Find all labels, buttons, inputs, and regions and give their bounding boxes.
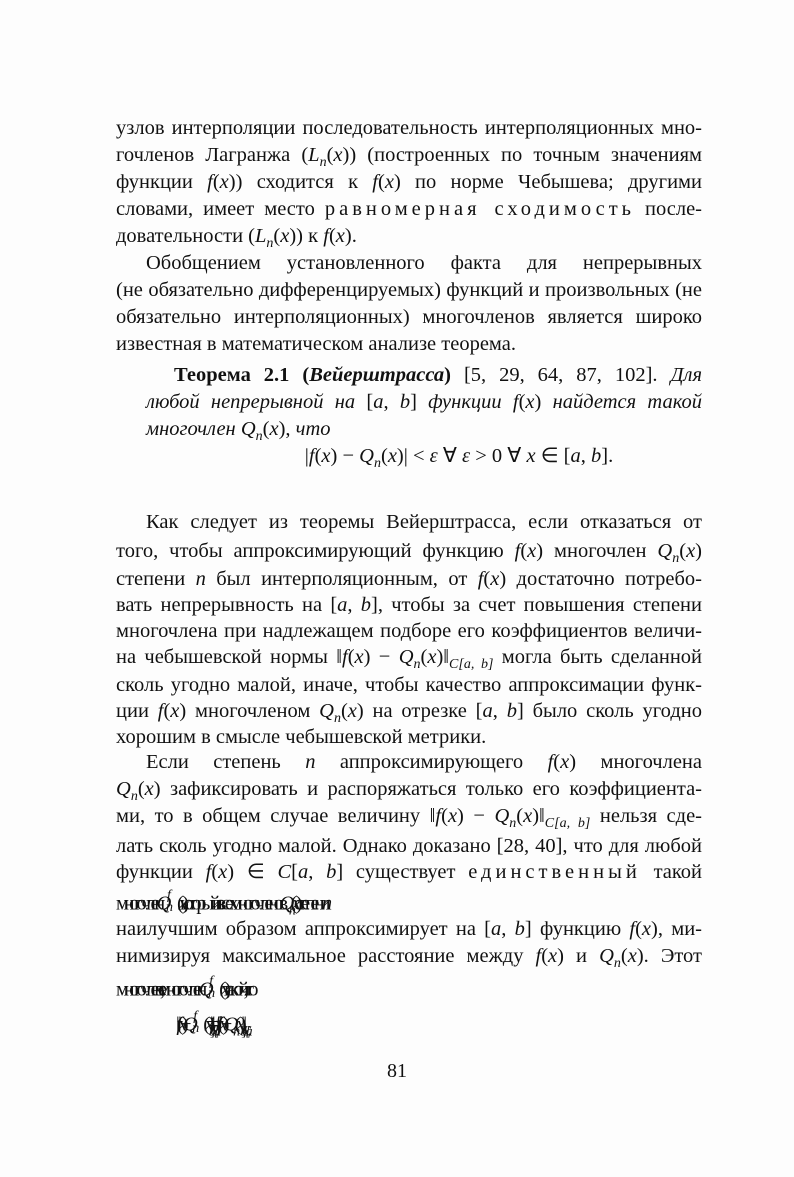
text-run: сколь угодно малой, иначе, чтобы качество аппроксимации функ- (116, 674, 702, 696)
text-run: ) по норме Чебышева; другими (393, 171, 702, 193)
spaced-emphasis: равномерная сходимость (324, 198, 636, 220)
italic-run: f (342, 646, 348, 668)
text-run: функции (116, 861, 206, 883)
text-run: ( (217, 1013, 219, 1036)
italic-run: x (490, 568, 500, 590)
text-run: ) − (457, 805, 495, 827)
text-line (116, 917, 702, 941)
subscript: n (288, 903, 291, 919)
italic-run: многочлен Q (146, 418, 256, 440)
text-run: ∈ [ (535, 445, 571, 467)
italic-run: f (514, 540, 521, 562)
italic-run: x (686, 540, 696, 562)
italic-run: b (326, 861, 337, 883)
italic-run: x (525, 391, 535, 413)
text-run: ( (163, 700, 171, 722)
text-run: ( (290, 892, 292, 915)
text-run: ( (378, 171, 385, 193)
text-line (116, 699, 702, 726)
text-run: ( (380, 445, 388, 467)
text-line (146, 510, 702, 534)
italic-run: x (218, 1013, 223, 1036)
text-run: ) многочлен (536, 540, 658, 562)
sub-sup-index (208, 975, 219, 1001)
italic-run: x (527, 540, 537, 562)
text-run: ( (176, 892, 179, 915)
subscript: C[a, b] (449, 657, 494, 672)
italic-run: x (178, 892, 183, 915)
italic-run: x (335, 225, 345, 247)
subscript: n (373, 456, 381, 471)
sub-sup-index (165, 889, 177, 915)
italic-run: Q (279, 892, 289, 915)
text-line (116, 224, 702, 251)
italic-run: x (236, 1013, 240, 1036)
italic-run: Q (599, 945, 614, 967)
text-line (116, 197, 702, 221)
text-run: , (383, 391, 400, 413)
italic-run: x (280, 225, 290, 247)
italic-run: f (205, 861, 212, 883)
italic-run: Q (319, 700, 334, 722)
italic-run: f (323, 225, 329, 247)
text-line (116, 804, 703, 831)
italic-run: a (337, 594, 348, 616)
text-run: )‖ (436, 646, 450, 668)
italic-run: Q (657, 540, 673, 562)
italic-run: a (373, 391, 384, 413)
text-run: ) − (330, 445, 360, 467)
sub-sup-index (192, 1010, 203, 1036)
italic-run: b (360, 594, 372, 616)
italic-run: f (535, 945, 542, 967)
text-run: ) многочлена (569, 751, 702, 773)
text-run: ), (278, 418, 296, 440)
text-run: того, чтобы аппроксимирующий функцию (116, 540, 515, 562)
text-line (116, 777, 702, 804)
text-run: после- (635, 198, 702, 220)
text-run: ), который из всех многочленов (182, 892, 280, 915)
subscript: n (613, 956, 621, 971)
text-run: обязательно интерполяционных) многочленов является широко (116, 306, 702, 328)
text-run: ( (328, 225, 336, 247)
text-line (146, 750, 702, 774)
italic-run: Q (156, 892, 166, 915)
text-run: ) достаточно потребо- (499, 568, 702, 590)
text-run: ( (420, 646, 428, 668)
text-run: ) − (222, 1013, 224, 1036)
text-run: нельзя сде- (590, 805, 703, 827)
text-run: | (304, 445, 309, 467)
italic-run: a (570, 445, 581, 467)
text-line (116, 673, 702, 697)
text-run: ( (314, 445, 322, 467)
text-run: ( (137, 778, 145, 800)
text-line (116, 305, 702, 329)
text-line (116, 834, 702, 858)
text-run: , (501, 918, 515, 940)
italic-run: f (629, 918, 636, 940)
subscript: n (413, 657, 421, 672)
italic-run: f (207, 171, 213, 193)
italic-run: x (526, 445, 536, 467)
text-run: ( (516, 805, 524, 827)
text-run: ∀ (437, 445, 463, 467)
italic-run: x (333, 144, 343, 166)
italic-run: x (427, 646, 437, 668)
italic-run: Q (223, 1013, 234, 1036)
text-run: [5, 29, 64, 87, 102]. (450, 364, 671, 386)
italic-run: x (627, 945, 637, 967)
text-line (146, 390, 702, 414)
text-run: ( (203, 1013, 205, 1036)
italic-run: Q (359, 445, 374, 467)
italic-run: Q (398, 646, 414, 668)
italic-run: a (482, 700, 493, 722)
text-run: многочлен (116, 892, 157, 915)
subscript: n (255, 429, 263, 444)
text-run: ( (347, 646, 355, 668)
text-line (116, 645, 703, 672)
subscript: n (192, 1021, 194, 1036)
subscript: n (319, 155, 327, 170)
subscript: C[a, b] (544, 816, 591, 831)
page-number: 81 (387, 1060, 407, 1082)
italic-run: n (321, 892, 327, 915)
italic-run: x (354, 646, 364, 668)
italic-run: Q (198, 978, 209, 1001)
text-run: ) ∈ (227, 861, 278, 883)
text-run: ) − (181, 1013, 183, 1036)
italic-run: найдется такой (552, 391, 703, 413)
italic-run: f (308, 445, 315, 467)
text-run: , (492, 700, 507, 722)
text-run: ) и (557, 945, 600, 967)
display-formula (216, 444, 702, 471)
text-line (116, 567, 702, 591)
text-run: наилучшим образом аппроксимирует на [ (116, 918, 491, 940)
text-run: ( (273, 225, 281, 247)
text-run: такой (640, 861, 703, 883)
italic-run: f (547, 751, 554, 773)
italic-run: любой непрерывной на (146, 391, 367, 413)
italic-run: C (277, 861, 292, 883)
italic-run: x (144, 778, 154, 800)
text-line (116, 889, 702, 919)
text-line (116, 332, 702, 356)
text-run: ( (340, 700, 348, 722)
text-run: ( (483, 568, 491, 590)
text-run: )) сходится к (228, 171, 373, 193)
text-run: Если степень (146, 751, 306, 773)
text-line (116, 143, 702, 170)
text-line (116, 278, 702, 302)
text-run: ( (620, 945, 628, 967)
text-run: ). (344, 225, 357, 247)
italic-run: x (269, 418, 279, 440)
text-run: [ (366, 391, 374, 413)
text-run: многочлен, т.е. многочлен (116, 978, 199, 1001)
text-run: ) степени (295, 892, 322, 915)
italic-run: ε (462, 445, 471, 467)
text-run: могла быть сделанной (493, 646, 703, 668)
text-line (146, 417, 702, 444)
text-run: ми, то в общем случае величину ‖ (116, 805, 436, 827)
italic-run: функции f (428, 391, 519, 413)
text-run: , (347, 594, 361, 616)
italic-run: ε (429, 445, 438, 467)
text-run: )‖ (208, 1013, 211, 1036)
italic-run: f (372, 171, 378, 193)
text-run: ( (635, 918, 642, 940)
subscript: n (333, 711, 341, 726)
text-run: степени (116, 568, 196, 590)
italic-run: f (435, 805, 442, 827)
text-run: аппроксимирующего (315, 751, 548, 773)
text-run: ( (679, 540, 687, 562)
text-line (174, 363, 702, 387)
text-run: > 0 ∀ (470, 445, 527, 467)
text-line (116, 619, 702, 643)
text-run: ) (695, 540, 702, 562)
text-run: Как следует из теоремы Вейерштрасса, если отказаться от (146, 511, 702, 533)
text-run: хорошим в смысле чебышевской метрики. (116, 726, 487, 748)
text-run: ( (234, 1013, 237, 1036)
text-run: вать непрерывность на [ (116, 594, 338, 616)
subscript: n (233, 1024, 235, 1040)
italic-run: x (220, 978, 225, 1001)
italic-run: x (321, 445, 331, 467)
text-run: ( (326, 144, 334, 166)
italic-run: x (523, 805, 533, 827)
subscript: n (165, 900, 168, 915)
text-run: на чебышевской нормы ‖ (116, 646, 343, 668)
text-run: ) (534, 391, 553, 413)
text-run: ], чтобы за счет повышения степени (371, 594, 702, 616)
text-run: ( (553, 751, 561, 773)
text-run: ( (176, 1013, 179, 1036)
italic-run: x (219, 171, 229, 193)
text-run: ( (262, 418, 270, 440)
italic-run: L (255, 225, 267, 247)
spaced-emphasis: единственный (468, 861, 641, 883)
text-run: лать сколь угодно малой. Однако доказано [28, 40], что для любой (116, 835, 702, 857)
text-line (116, 170, 702, 194)
text-run: , (580, 445, 591, 467)
text-run: ( (518, 391, 526, 413)
text-run: гочленов Лагранжа ( (116, 144, 309, 166)
text-line (116, 944, 702, 971)
italic-run: b (514, 918, 525, 940)
bold-run: ) (444, 364, 451, 386)
text-run: )) к (289, 225, 324, 247)
italic-run: L (308, 144, 320, 166)
display-formula (176, 1010, 702, 1040)
italic-run: a (491, 918, 502, 940)
italic-run: f (157, 700, 164, 722)
italic-run: x (560, 751, 570, 773)
text-line (116, 539, 702, 566)
text-line (116, 593, 702, 617)
text-run: ) зафиксировать и распоряжаться только его коэффициента- (153, 778, 702, 800)
text-run: довательности ( (116, 225, 256, 247)
text-run: Обобщением установленного факта для непрерывных (146, 252, 702, 274)
italic-run: n (305, 751, 316, 773)
text-run: ( (541, 945, 549, 967)
italic-run: x (347, 700, 357, 722)
text-line (116, 725, 702, 749)
italic-run: b (399, 391, 411, 413)
italic-run: x (170, 700, 180, 722)
text-run: ] существует (336, 861, 469, 883)
text-run: (не обязательно дифференцируемых) функций и произвольных (не (116, 279, 702, 301)
text-run: функции (116, 171, 208, 193)
bold-italic-run: Вейерштрасса (309, 364, 445, 386)
bold-run: Теорема 2.1 ( (174, 364, 310, 386)
text-run: ] было сколь угодно (516, 700, 702, 722)
text-run: )) (построенных по точным значениям (342, 144, 702, 166)
italic-run: Q (494, 805, 510, 827)
text-run: ( (212, 171, 220, 193)
subscript: n (266, 236, 274, 251)
italic-run: x (447, 805, 458, 827)
italic-run: f (477, 568, 484, 590)
italic-run: Q (116, 778, 131, 800)
text-run: = inf‖ (210, 1013, 218, 1036)
italic-run: x (387, 445, 397, 467)
text-run: нимизируя максимальное расстояние между (116, 945, 536, 967)
text-run: ), такой, что (224, 978, 254, 1001)
text-run: ции (116, 700, 158, 722)
text-run: ) на отрезке [ (356, 700, 483, 722)
text-run: , (308, 861, 327, 883)
italic-run: x (218, 861, 228, 883)
text-run: известная в математическом анализе теорема. (116, 333, 516, 355)
text-run: многочлена при надлежащем подборе его коэффициентов величи- (116, 620, 702, 642)
text-line (116, 860, 702, 884)
italic-run: что (295, 418, 331, 440)
text-run: ( (211, 861, 219, 883)
text-run: узлов интерполяции последовательность интерполяционных мно- (116, 117, 702, 139)
text-run: ( (441, 805, 448, 827)
italic-run: n (195, 568, 206, 590)
text-run: словами, имеет место (116, 198, 325, 220)
subscript: n (509, 816, 517, 831)
text-run: ( (520, 540, 528, 562)
italic-run: a (297, 861, 309, 883)
text-run: [ (291, 861, 298, 883)
text-run: )‖ (532, 805, 545, 827)
italic-run: x (204, 1013, 209, 1036)
italic-run: x (178, 1013, 182, 1036)
text-line (116, 975, 702, 999)
italic-run: x (548, 945, 558, 967)
text-run: ) многочленом (179, 700, 320, 722)
italic-run: Q (182, 1013, 193, 1036)
text-line (146, 251, 702, 275)
text-run: ( (219, 978, 221, 1001)
text-run: ). Этот (636, 945, 702, 967)
italic-run: b (591, 445, 602, 467)
text-run: был интерполяционным, от (205, 568, 478, 590)
subscript: n (208, 986, 210, 1001)
text-run: ), ми- (651, 918, 702, 940)
subscript: n (672, 551, 680, 566)
text-run: ] функцию (524, 918, 630, 940)
text-run: )| < (396, 445, 430, 467)
text-run: ]. (601, 445, 614, 467)
text-run: ] (410, 391, 429, 413)
text-run: )‖ (239, 1013, 242, 1036)
italic-run: x (384, 171, 394, 193)
text-line (116, 116, 702, 140)
italic-run: x (291, 892, 296, 915)
text-run: ) − (363, 646, 399, 668)
italic-run: Для (670, 364, 702, 386)
italic-run: b (506, 700, 517, 722)
italic-run: x (641, 918, 652, 940)
subscript: n (130, 789, 138, 804)
